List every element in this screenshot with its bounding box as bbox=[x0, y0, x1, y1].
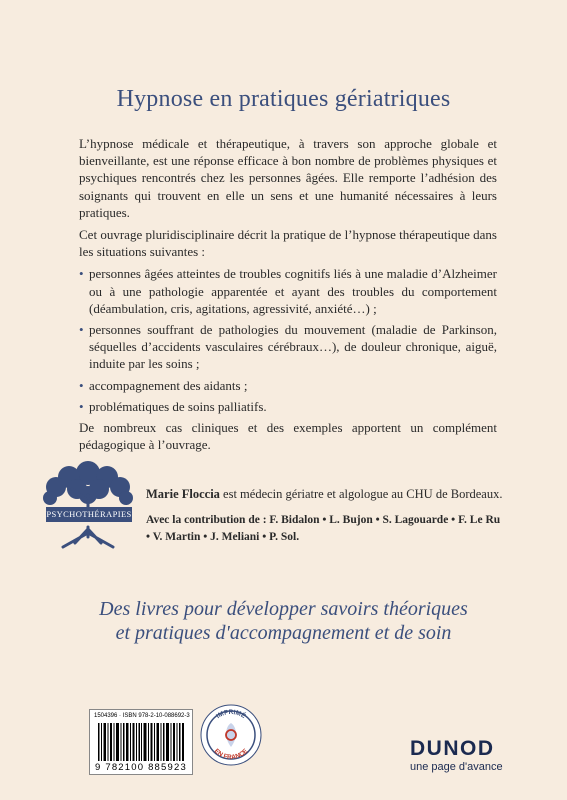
bullet-icon: • bbox=[79, 322, 84, 338]
lead-paragraph: Cet ouvrage pluridisciplinaire décrit la pratique de l’hypnose thérapeutique dans les situations suivantes : bbox=[79, 227, 497, 260]
contributors-line-1: Avec la contribution de : F. Bidalon • L. Bujon • S. Lagouarde • F. Le Ru bbox=[146, 514, 501, 526]
tree-logo-icon bbox=[39, 455, 137, 553]
tagline-line-1: Des livres pour développer savoirs théoriques bbox=[99, 598, 468, 620]
contributors-line-2: • V. Martin • J. Meliani • P. Sol. bbox=[146, 531, 300, 543]
seal-bottom-text: EN FRANCE bbox=[212, 747, 250, 762]
author-name: Marie Floccia bbox=[146, 487, 220, 501]
collection-tagline bbox=[0, 597, 567, 645]
barcode-number: 9 782100 885923 bbox=[95, 762, 187, 773]
list-item: • personnes souffrant de pathologies du mouvement (maladie de Parkinson, séquelles d’accidents vasculaires cérébraux…), de douleur chronique, aiguë, induite par les soins ; bbox=[79, 322, 497, 372]
list-item: • personnes âgées atteintes de troubles cognitifs liés à une maladie d’Alzheimer ou à une pathologie apparentée et ayant des troubles du comportement (déambulation, cris, agitations, agressivité, anxiété…) ; bbox=[79, 266, 497, 316]
publisher-logo: DUNOD bbox=[410, 737, 495, 760]
bullet-icon: • bbox=[79, 266, 84, 282]
author-line bbox=[146, 487, 526, 502]
contributors bbox=[146, 512, 526, 546]
barcode-bars-icon bbox=[98, 723, 184, 761]
back-cover-text bbox=[79, 135, 497, 458]
list-item: • problématiques de soins palliatifs. bbox=[79, 398, 267, 414]
tagline-line-2: et pratiques d'accompagnement et de soin bbox=[115, 622, 452, 644]
closing-paragraph: De nombreux cas cliniques et des exemples apportent un complément pédagogique à l’ouvrage. bbox=[79, 420, 497, 453]
collection-label: PSYCHOTHÉRAPIES bbox=[46, 507, 132, 522]
book-title: Hypnose en pratiques gériatriques bbox=[116, 86, 451, 112]
bullet-icon: • bbox=[79, 398, 84, 414]
seal-top-text: IMPRIMÉ bbox=[215, 709, 247, 721]
list-item: • accompagnement des aidants ; bbox=[79, 377, 248, 393]
situations-list bbox=[79, 265, 497, 415]
bullet-icon: • bbox=[79, 377, 84, 393]
isbn-barcode bbox=[89, 709, 193, 775]
publisher-tagline: une page d'avance bbox=[410, 761, 503, 773]
author-description: est médecin gériatre et algologue au CHU de Bordeaux. bbox=[219, 487, 503, 501]
intro-paragraph: L’hypnose médicale et thérapeutique, à travers son approche globale et bienveillante, est une réponse efficace à bon nombre de problèmes physiques et psychiques rencontrés chez les personnes âgées. Elle remporte l’adhésion des soignants qui trouvent en elle un sens et une humanité nécessaires à leurs pratiques. bbox=[79, 136, 497, 220]
imprime-en-france-seal-icon bbox=[200, 704, 262, 766]
barcode-header: 1504396 · ISBN 978-2-10-088692-3 bbox=[94, 713, 190, 719]
